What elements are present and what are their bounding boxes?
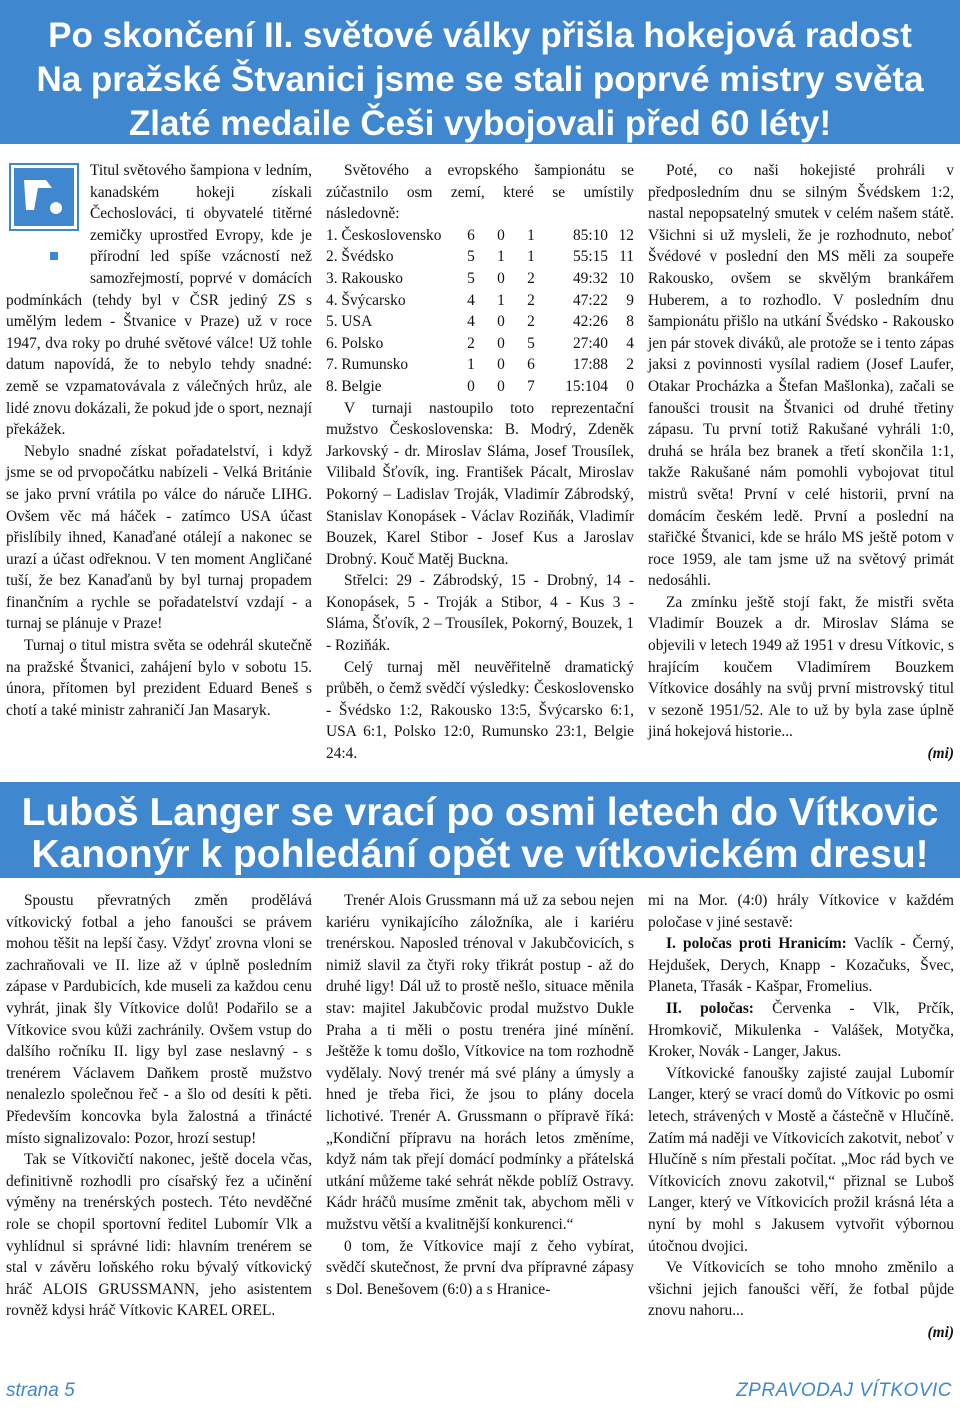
standings-cell-score: 85:10 (572, 226, 608, 244)
standings-cell-team: 5. USA (326, 313, 373, 331)
paragraph: Poté, co naši hokejisté prohráli v předposledním dnu se silným Švédskem 1:2, nastal nepopsatelný smutek v celém našem státě. Všichni si už mysleli, že je rozhodnuto, neboť Švédové v poslední den MS měli za soupeře Rakousko, ovšem se skvělým brankářem Huberem, a to rozhodlo. V posledním dnu šampionátu přišlo na utkání Švédsko - Rakousko jen pár stovek diváků, ale protože se i tento zápas jaksi z povinnosti vysílal radiem (Josef Laufer, Otakar Procházka a Štefan Mašlonka), začali se fanoušci trousit na Štvanici od druhé třetiny zápasu. Tu první totiž Rakušané vyhráli 1:0, druhá se hrála bez branek a třetí skončila 1:1, takže Rakušané nám pomohli vybojovat titul mistrů světa! První v celé historii, první na domácím českém ledě. První a poslední na stařičké Štvanici, kde se hrálo MS ještě potom v roce 1959, ale tam jsme už na světový primát nedosáhli. (648, 162, 954, 590)
article-2-column-2 (326, 890, 634, 1300)
standings-cell-pts: 0 (626, 377, 634, 395)
paragraph: V turnaji nastoupilo toto reprezentační mužstvo Československa: B. Modrý, Zdeněk Jarkovský - dr. Miroslav Sláma, Josef Trousílek, Vilibald Šťovík, ing. František Pácalt, Miroslav Pokorný – Ladislav Troják, Vladimír Zábrodský, Stanislav Konopásek - Václav Roziňák, Vladimír Bouzek, Karel Stibor - Josef Kus a Jaroslav Drobný. Kouč Matěj Buckna. (326, 399, 634, 568)
author-signature: (mi) (927, 1323, 954, 1341)
headline-1-line-1: Po skončení II. světové války přišla hokejová radost (48, 16, 912, 55)
lineup-text: Vaclík - Černý, Hejdušek, Derych, Knapp - Kozačuks, Švec, Planeta, Třasák - Kašpar, Fromelius. (648, 935, 955, 996)
standings-cell-d: 1 (497, 291, 505, 309)
headline-banner-1 (0, 0, 960, 144)
article-1-column-3 (648, 160, 954, 765)
paragraph: Za zmínku ještě stojí fakt, že mistři světa Vladimír Bouzek a dr. Miroslav Sláma se objevili v letech 1949 až 1951 v dresu Vítkovic, s hrajícím koučem Vladimírem Bouzkem Vítkovice dosáhly na svůj první mistrovský titul v sezoně 1951/52. Ale to už by byla zase úplně jiná hokejová historie... (648, 593, 954, 741)
lineup-label: I. poločas proti Hranicím: (666, 935, 847, 953)
paragraph: Nebylo snadné získat pořadatelství, i když jsme se od prvopočátku nabízeli - Velká Británie se jako první vrátila po válce do náruče LIHG. Ovšem věc má háček - zatímco USA účast přislíbily ihned, Kanaďané otálejí a nakonec se urazí a účast odřeknou. V ten moment Angličané tuší, že bez Kanaďanů by byl turnaj propadem finančním a rychle se pořadatelství vzdají - a turnaj se plánuje v Praze! (6, 442, 312, 633)
paragraph: Tak se Vítkovičtí nakonec, ještě docela včas, definitivně rozhodli pro císařský řez a učinění výměny na trenérských postech. Této nevděčné role se chopil sportovní ředitel Lubomír Vlk a vyhlídnul si správné lidi: hlavním trenérem se stal v závěru loňského roku bývalý vítkovický hráč ALOIS GRUSSMANN, jeho asistentem rovněž kdysi hráč Vítkovic KAREL OREL. (6, 1151, 312, 1320)
paragraph: Trenér Alois Grussmann má už za sebou nejen kariéru vynikajícího záložníka, ale i kariéru trenérskou. Naposled trénoval v Jakubčovicích, s nimiž slavil za čtyři roky třikrát postup - až do druhé ligy! Dál už to prostě nešlo, situace měnila stav: majitel Jakubčovic prodal mužstvo Dukle Praha a ti měli o postu trenéra jiné mínění. Ještěže k tomu došlo, Vítkovice na tom rozhodně vydělaly. Nový trenér má své plány a úmysly a hned je třeba řici, že jsou to plány docela lichotivé. Trenér A. Grussmann o přípravě říká: „Kondiční přípravu na horách letos změníme, když nám tak přejí domácí podmínky a přátelská utkání můžeme také sehrát někde poblíž Ostravy. Kádr hráčů musíme změnit tak, abychom měli v mužstvu větší a kvalitnější konkurenci.“ (326, 892, 634, 1233)
standings-cell-l: 1 (527, 226, 535, 244)
standings-row (326, 225, 634, 247)
standings-cell-pts: 12 (618, 226, 634, 244)
standings-cell-w: 4 (467, 291, 475, 309)
standings-cell-pts: 10 (618, 269, 634, 287)
paragraph: Titul světového šampiona v ledním, kanadském hokeji získali Čechoslováci, ti obyvatelé titěrné zemičky uprostřed Evropy, kde je přírodní led spíše vzácností než samozřejmostí, poprvé v domácích podmínkách (tehdy byl v ČSR jediný ZS s umělým ledem - Štvanice v Praze) už v roce 1947, dva roky po druhé světové válce! Už tohle datum napovídá, že to nebylo tehdy snadné: země se vzpamatovávala z válečných hrůz, ale lidé znovu dokázali, že pokud jde o sport, neznají překážek. (6, 162, 312, 439)
standings-cell-team: 4. Švýcarsko (326, 291, 406, 309)
standings-cell-l: 1 (527, 248, 535, 266)
article-2-column-3 (648, 890, 954, 1343)
standings-cell-w: 5 (467, 269, 475, 287)
standings-cell-d: 0 (497, 356, 505, 374)
article-2-column-1 (6, 890, 312, 1322)
standings-cell-team: 7. Rumunsko (326, 356, 409, 374)
headline-2-line-1: Luboš Langer se vrací po osmi letech do Vítkovic (21, 791, 939, 834)
paragraph: Světového a evropského šampionátu se zúčastnilo osm zemí, které se umístily následovně: (326, 162, 634, 223)
standings-cell-score: 49:32 (572, 269, 608, 287)
headline-1-line-3: Zlaté medaile Češi vybojovali před 60 léty! (128, 104, 832, 143)
standings-cell-w: 6 (467, 226, 475, 244)
standings-cell-score: 15:104 (565, 377, 608, 395)
standings-cell-pts: 2 (626, 356, 634, 374)
lineup-first-half (648, 933, 954, 998)
standings-cell-team: 2. Švédsko (326, 248, 394, 266)
standings-cell-team: 8. Belgie (326, 377, 382, 395)
paragraph: Střelci: 29 - Zábrodský, 15 - Drobný, 14 - Konopásek, 5 - Troják a Stibor, 4 - Kus 3 - Sláma, Šťovík, 2 – Trousílek, Pokorný, Bouzek, 1 - Roziňák. (326, 572, 634, 655)
paragraph: Spoustu převratných změn prodělává vítkovický fotbal a jeho fanoušci se právem mohou těšit na lepší časy. Vždyť zrovna vloni se zachraňovali ve II. lize až v úplně posledním zápase v Pardubicích, kde museli za každou cenu vyhrát, jinak šly Vítkovice dolů! Podařilo se a Vítkovice svou kůži zachránily. Ovšem vstup do dalšího ročníku II. ligy byl zase neslavný - s trenérem Václavem Daňkem prostě mužstvo nenalezlo společnou řeč - a šlo od desíti k pěti. Především koncovka byla žalostná a třinácté místo signalizovalo: Pozor, hrozí sestup! (6, 892, 312, 1147)
standings-cell-l: 7 (527, 377, 535, 395)
standings-cell-team: 1. Československo (326, 226, 442, 244)
standings-cell-w: 4 (467, 313, 475, 331)
standings-cell-score: 17:88 (572, 356, 608, 374)
standings-cell-score: 55:15 (572, 248, 608, 266)
article-1-column-2 (326, 160, 634, 765)
lineup-text: Červenka - Vlk, Prčík, Hromkovič, Mikulenka - Valášek, Motyčka, Kroker, Novák - Langer, Jakus. (648, 999, 954, 1061)
paragraph: Ve Vítkovicích se toho mnoho změnilo a všichni jejich fanoušci věří, že fotbal půjde znovu nahoru... (648, 1259, 954, 1320)
standings-row (326, 333, 634, 355)
paragraph: Vítkovické fanoušky zajisté zaujal Lubomír Langer, který se vrací domů do Vítkovic po osmi letech, strávených v Mostě a částečně v Hlučíně. Zatím má naději ve Vítkovicích zakotvit, neboť v Hlučíně s ním přestali počítat. „Moc rád bych ve Vítkovicích znovu zakotvil,“ přiznal se Luboš Langer, který ve Vítkovicích prožil krásná léta a nyní by mohl s Jakusem vytvořit výbornou útočnou dvojici. (648, 1064, 954, 1255)
publication-name: ZPRAVODAJ VÍTKOVIC (736, 1380, 952, 1401)
standings-table (326, 225, 634, 398)
standings-row (326, 246, 634, 268)
standings-cell-d: 0 (497, 269, 505, 287)
standings-cell-pts: 11 (619, 248, 634, 266)
standings-cell-score: 42:26 (572, 313, 608, 331)
standings-cell-l: 2 (527, 291, 535, 309)
article-1-column-1 (6, 160, 312, 721)
headline-1-line-2: Na pražské Štvanici jsme se stali poprvé mistry světa (36, 60, 924, 99)
standings-row (326, 376, 634, 398)
standings-row (326, 290, 634, 312)
standings-cell-l: 2 (527, 313, 535, 331)
standings-row (326, 354, 634, 376)
standings-cell-pts: 4 (626, 334, 634, 352)
standings-cell-d: 0 (497, 313, 505, 331)
standings-cell-l: 6 (527, 356, 535, 374)
standings-cell-d: 0 (497, 334, 505, 352)
standings-cell-team: 3. Rakousko (326, 269, 403, 287)
lineup-second-half (648, 998, 954, 1063)
standings-cell-d: 1 (497, 248, 505, 266)
paragraph: Celý turnaj měl neuvěřitelně dramatický průběh, o čemž svědčí výsledky: Československo - Švédsko 1:2, Rakousko 13:5, Švýcarsko 6:1, USA 6:1, Polsko 12:0, Rumunsko 23:1, Belgie 24:4. (326, 658, 634, 763)
paragraph: Turnaj o titul mistra světa se odehrál skutečně na pražské Štvanici, zahájení bylo v sobotu 15. února, přítomen byl prezident Eduard Beneš s chotí a také ministr zahraničí Jan Masaryk. (6, 637, 312, 719)
standings-cell-w: 1 (467, 356, 475, 374)
standings-row (326, 268, 634, 290)
standings-cell-pts: 8 (626, 313, 634, 331)
headline-banner-2 (0, 782, 960, 878)
standings-cell-score: 47:22 (572, 291, 608, 309)
standings-cell-d: 0 (497, 377, 505, 395)
headline-2-line-2: Kanonýr k pohledání opět ve vítkovickém dresu! (31, 833, 929, 876)
hockey-logo-icon (6, 160, 82, 268)
standings-cell-w: 2 (467, 334, 475, 352)
standings-row (326, 311, 634, 333)
standings-cell-w: 5 (467, 248, 475, 266)
author-signature: (mi) (927, 745, 954, 763)
standings-cell-d: 0 (497, 226, 505, 244)
standings-cell-pts: 9 (626, 291, 634, 309)
paragraph: mi na Mor. (4:0) hrály Vítkovice v každém poločase v jiné sestavě: (648, 892, 954, 931)
standings-cell-w: 0 (467, 377, 475, 395)
standings-cell-l: 5 (527, 334, 535, 352)
standings-cell-score: 27:40 (572, 334, 608, 352)
page-number: strana 5 (6, 1380, 75, 1401)
lineup-label: II. poločas: (666, 999, 754, 1017)
paragraph: 0 tom, že Vítkovice mají z čeho vybírat, svědčí skutečnost, že první dva přípravné zápasy s Dol. Benešovem (6:0) a s Hranice- (326, 1237, 634, 1298)
standings-cell-l: 2 (527, 269, 535, 287)
standings-cell-team: 6. Polsko (326, 334, 384, 352)
